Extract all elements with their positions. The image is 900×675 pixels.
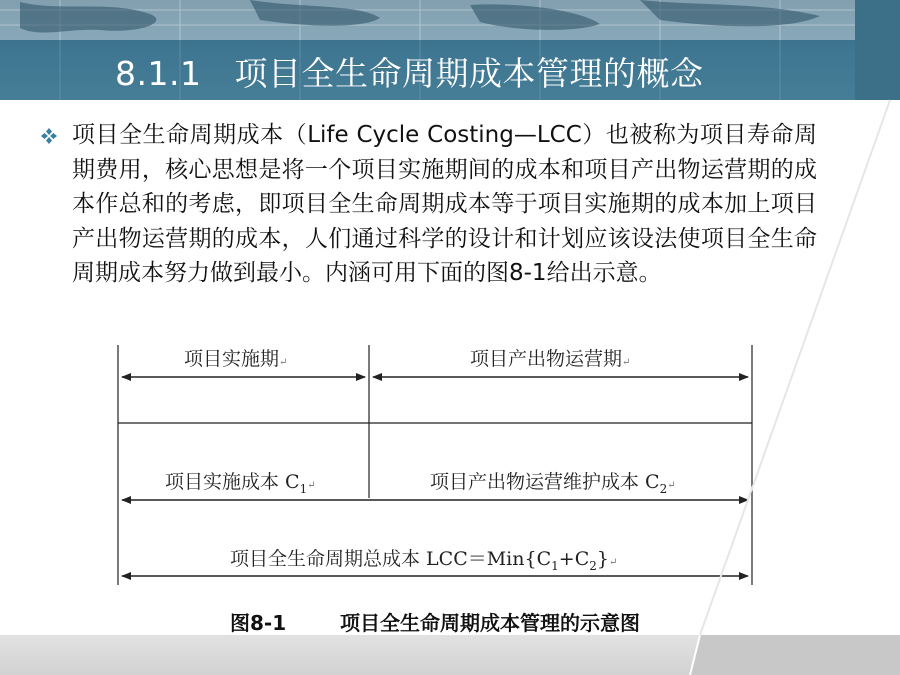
diamond-bullet-icon — [40, 127, 58, 145]
body-paragraph: 项目全生命周期成本（Life Cycle Costing—LCC）也被称为项目寿命周期费用，核心思想是将一个项目实施期间的成本和项目产出物运营期的成本作总和的考虑，即项目全生命周期成本等于项目实施期的成本加上项目产出物运营期的成本，人们通过科学的设计和计划应该设法使项目全生命周期成本努力做到最小。内涵可用下面的图8-1给出示意。 — [72, 122, 817, 286]
impl-cost-label: 项目实施成本 $C_1↵$ — [165, 471, 316, 496]
page-title — [115, 48, 703, 95]
figure-caption-label: 图8-1 — [230, 611, 287, 635]
slide-diagonal-accent — [690, 0, 900, 635]
total-cost-label: 项目全生命周期总成本 $LCC=Min\{C_1+C_2\}↵$ — [230, 548, 618, 573]
figure-caption-text: 项目全生命周期成本管理的示意图 — [340, 611, 640, 635]
op-period-label: 项目产出物运营期↵ — [470, 348, 631, 370]
impl-period-label: 项目实施期↵ — [184, 348, 288, 370]
title-text: 项目全生命周期成本管理的概念 — [234, 54, 704, 93]
footer-decoration — [0, 635, 900, 675]
lcc-diagram — [92, 325, 782, 587]
op-cost-label: 项目产出物运营维护成本 $C_2↵$ — [430, 471, 676, 496]
title-number: 8.1.1 — [115, 54, 202, 93]
footer-band — [0, 635, 900, 675]
